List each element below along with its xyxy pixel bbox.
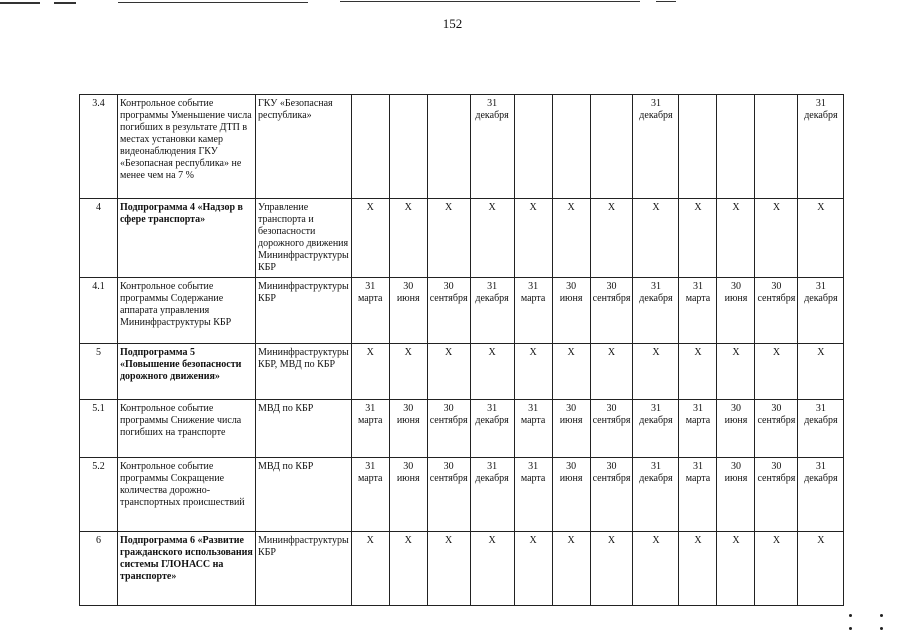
date-cell bbox=[552, 95, 590, 199]
row-executor: МВД по КБР bbox=[256, 400, 352, 458]
date-cell bbox=[679, 95, 717, 199]
row-number: 5 bbox=[80, 344, 118, 400]
row-number: 5.1 bbox=[80, 400, 118, 458]
date-cell: X bbox=[552, 532, 590, 606]
date-cell: 30 сентября bbox=[590, 278, 633, 344]
date-cell: 31 декабря bbox=[633, 400, 679, 458]
row-name: Подпрограмма 4 «Надзор в сфере транспорта» bbox=[118, 199, 256, 278]
table-row bbox=[80, 95, 844, 199]
table-row bbox=[80, 199, 844, 278]
date-cell: X bbox=[552, 199, 590, 278]
date-cell: 31 марта bbox=[351, 278, 389, 344]
date-cell: X bbox=[633, 532, 679, 606]
schedule-table bbox=[79, 94, 844, 606]
row-executor: Мининфраструктуры КБР, МВД по КБР bbox=[256, 344, 352, 400]
scan-artifact bbox=[54, 2, 76, 4]
date-cell: 30 сентября bbox=[755, 458, 798, 532]
row-executor: Мининфраструктуры КБР bbox=[256, 278, 352, 344]
date-cell: X bbox=[470, 344, 514, 400]
date-cell: 31 декабря bbox=[798, 95, 844, 199]
date-cell: 30 июня bbox=[552, 458, 590, 532]
date-cell: 31 декабря bbox=[633, 95, 679, 199]
row-executor: Мининфраструктуры КБР bbox=[256, 532, 352, 606]
table-row bbox=[80, 458, 844, 532]
date-cell: X bbox=[470, 199, 514, 278]
date-cell: X bbox=[679, 199, 717, 278]
row-number: 4 bbox=[80, 199, 118, 278]
date-cell: 31 декабря bbox=[470, 400, 514, 458]
date-cell: 30 сентября bbox=[427, 278, 470, 344]
date-cell: 31 декабря bbox=[470, 458, 514, 532]
date-cell: X bbox=[552, 344, 590, 400]
date-cell bbox=[351, 95, 389, 199]
date-cell: X bbox=[798, 199, 844, 278]
date-cell bbox=[717, 95, 755, 199]
date-cell: 30 июня bbox=[552, 278, 590, 344]
date-cell: X bbox=[427, 199, 470, 278]
date-cell: 31 декабря bbox=[798, 400, 844, 458]
date-cell: X bbox=[514, 344, 552, 400]
date-cell: X bbox=[798, 344, 844, 400]
date-cell: X bbox=[389, 344, 427, 400]
date-cell: 31 декабря bbox=[470, 95, 514, 199]
row-executor: МВД по КБР bbox=[256, 458, 352, 532]
date-cell: 31 марта bbox=[514, 458, 552, 532]
row-name: Контрольное событие программы Содержание аппарата управления Мининфраструктуры КБР bbox=[118, 278, 256, 344]
row-number: 3.4 bbox=[80, 95, 118, 199]
date-cell bbox=[427, 95, 470, 199]
date-cell: 30 июня bbox=[389, 458, 427, 532]
date-cell: 31 декабря bbox=[470, 278, 514, 344]
date-cell: 30 июня bbox=[389, 278, 427, 344]
scan-artifact bbox=[656, 1, 676, 2]
row-executor: Управление транспорта и безопасности дорожного движения Мининфраструктуры КБР bbox=[256, 199, 352, 278]
date-cell: X bbox=[633, 199, 679, 278]
date-cell: X bbox=[679, 532, 717, 606]
date-cell: X bbox=[590, 344, 633, 400]
date-cell: 30 июня bbox=[389, 400, 427, 458]
table-row bbox=[80, 532, 844, 606]
row-name: Подпрограмма 6 «Развитие гражданского использования системы ГЛОНАСС на транспорте» bbox=[118, 532, 256, 606]
date-cell: X bbox=[351, 532, 389, 606]
date-cell: 31 марта bbox=[679, 278, 717, 344]
date-cell: 31 марта bbox=[679, 458, 717, 532]
scan-artifact bbox=[340, 1, 640, 2]
date-cell: 31 марта bbox=[351, 400, 389, 458]
date-cell: X bbox=[679, 344, 717, 400]
date-cell: 30 июня bbox=[717, 400, 755, 458]
page-number: 152 bbox=[442, 16, 463, 31]
date-cell: X bbox=[514, 532, 552, 606]
date-cell: X bbox=[717, 199, 755, 278]
row-name: Контрольное событие программы Снижение числа погибших на транспорте bbox=[118, 400, 256, 458]
date-cell: 31 марта bbox=[679, 400, 717, 458]
date-cell: 30 сентября bbox=[755, 400, 798, 458]
date-cell: X bbox=[514, 199, 552, 278]
date-cell: 30 сентября bbox=[590, 458, 633, 532]
row-number: 4.1 bbox=[80, 278, 118, 344]
date-cell bbox=[389, 95, 427, 199]
date-cell: 30 сентября bbox=[427, 458, 470, 532]
date-cell: X bbox=[755, 199, 798, 278]
date-cell: 30 июня bbox=[717, 278, 755, 344]
date-cell: X bbox=[717, 344, 755, 400]
date-cell: X bbox=[798, 532, 844, 606]
date-cell: X bbox=[427, 532, 470, 606]
date-cell: X bbox=[470, 532, 514, 606]
date-cell: 31 марта bbox=[351, 458, 389, 532]
date-cell: X bbox=[717, 532, 755, 606]
row-number: 6 bbox=[80, 532, 118, 606]
date-cell: X bbox=[755, 532, 798, 606]
table-row bbox=[80, 278, 844, 344]
date-cell: 30 сентября bbox=[755, 278, 798, 344]
date-cell: 31 декабря bbox=[798, 278, 844, 344]
table-row bbox=[80, 400, 844, 458]
date-cell: 31 марта bbox=[514, 400, 552, 458]
date-cell: 30 июня bbox=[552, 400, 590, 458]
scan-artifact bbox=[118, 2, 308, 3]
date-cell: 31 декабря bbox=[798, 458, 844, 532]
date-cell: 30 июня bbox=[717, 458, 755, 532]
date-cell: X bbox=[427, 344, 470, 400]
date-cell: 31 декабря bbox=[633, 458, 679, 532]
date-cell: 30 сентября bbox=[427, 400, 470, 458]
date-cell: X bbox=[351, 344, 389, 400]
row-name: Контрольное событие программы Уменьшение числа погибших в результате ДТП в местах установки камер видеонаблюдения ГКУ «Безопасная республика» не менее чем на 7 % bbox=[118, 95, 256, 199]
date-cell: X bbox=[755, 344, 798, 400]
row-executor: ГКУ «Безопасная республика» bbox=[256, 95, 352, 199]
date-cell: 30 сентября bbox=[590, 400, 633, 458]
row-number: 5.2 bbox=[80, 458, 118, 532]
date-cell: X bbox=[633, 344, 679, 400]
date-cell: X bbox=[389, 532, 427, 606]
scan-artifact bbox=[0, 2, 40, 4]
date-cell: 31 декабря bbox=[633, 278, 679, 344]
table-row bbox=[80, 344, 844, 400]
date-cell: X bbox=[590, 532, 633, 606]
date-cell bbox=[755, 95, 798, 199]
date-cell bbox=[590, 95, 633, 199]
date-cell: X bbox=[351, 199, 389, 278]
date-cell: 31 марта bbox=[514, 278, 552, 344]
date-cell: X bbox=[590, 199, 633, 278]
row-name: Контрольное событие программы Сокращение количества дорожно-транспортных происшествий bbox=[118, 458, 256, 532]
schedule-table-body bbox=[80, 95, 844, 606]
date-cell bbox=[514, 95, 552, 199]
date-cell: X bbox=[389, 199, 427, 278]
row-name: Подпрограмма 5 «Повышение безопасности дорожного движения» bbox=[118, 344, 256, 400]
